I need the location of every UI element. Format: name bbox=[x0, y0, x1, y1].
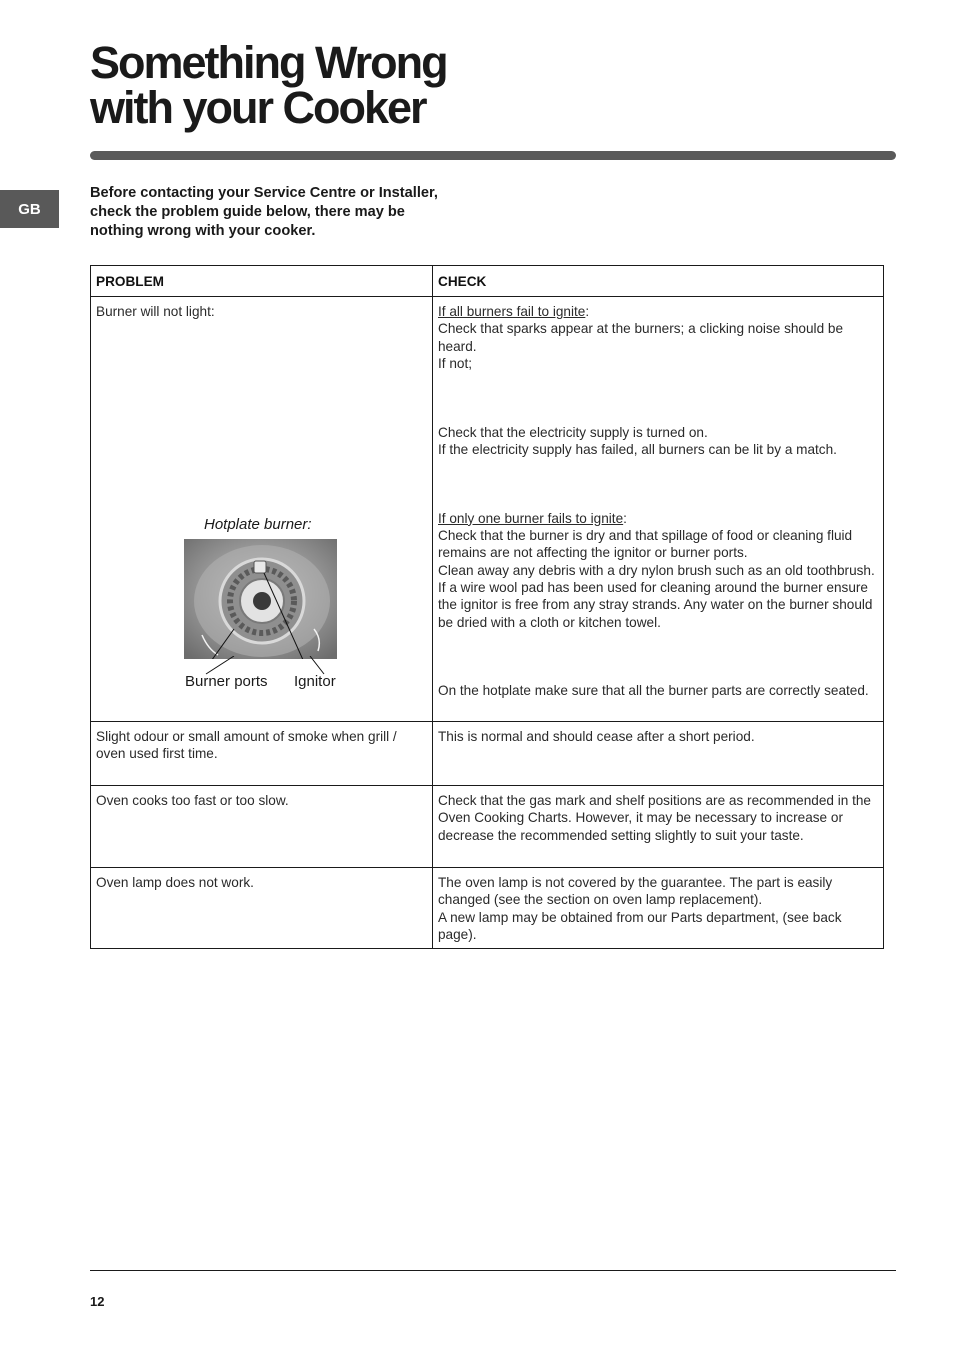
table-row bbox=[91, 868, 884, 949]
check-text: If not; bbox=[438, 355, 473, 371]
table-row bbox=[91, 786, 884, 868]
problem-cell: Slight odour or small amount of smoke when grill / oven used first time. bbox=[91, 722, 433, 786]
label-burner-ports: Burner ports bbox=[185, 673, 268, 690]
hotplate-figure bbox=[96, 303, 427, 693]
footer-divider bbox=[90, 1270, 896, 1271]
table-header-row bbox=[91, 266, 884, 297]
page-title bbox=[90, 37, 447, 133]
check-text: Clean away any debris with a dry nylon brush such as an old toothbrush. If a wire wool pad has been used for cleaning around the burner ensure the ignitor is free from any stray strands. Any water on the burner should be dried with a cloth or kitchen towel. bbox=[438, 562, 875, 630]
check-text: Check that the electricity supply is turned on. bbox=[438, 425, 708, 441]
check-cell bbox=[433, 297, 884, 722]
problem-cell bbox=[91, 297, 433, 722]
header-problem: PROBLEM bbox=[91, 266, 433, 297]
problem-cell: Oven cooks too fast or too slow. bbox=[91, 786, 433, 868]
check-text: If the electricity supply has failed, all burners can be lit by a match. bbox=[438, 442, 837, 458]
intro-text: Before contacting your Service Centre or Installer, check the problem guide below, there may be nothing wrong with your cooker. bbox=[90, 185, 438, 239]
check-text: On the hotplate make sure that all the burner parts are correctly seated. bbox=[438, 682, 869, 698]
check-text: The oven lamp is not covered by the guarantee. The part is easily changed (see the section on oven lamp replacement). bbox=[438, 875, 833, 908]
colon: : bbox=[623, 510, 627, 526]
check-text: Check that the burner is dry and that spillage of food or cleaning fluid remains are not affecting the ignitor or burner ports. bbox=[438, 528, 853, 561]
title-divider bbox=[90, 151, 896, 160]
subheading-one-burner: If only one burner fails to ignite bbox=[438, 510, 624, 526]
check-text: Check that sparks appear at the burners; a clicking noise should be heard. bbox=[438, 321, 844, 354]
figure-caption: Hotplate burner: bbox=[204, 516, 312, 533]
check-text: A new lamp may be obtained from our Parts department, (see back page). bbox=[438, 909, 842, 942]
table-row bbox=[91, 722, 884, 786]
table-row bbox=[91, 297, 884, 722]
header-check: CHECK bbox=[433, 266, 884, 297]
subheading-all-burners: If all burners fail to ignite bbox=[438, 304, 586, 319]
problem-cell: Oven lamp does not work. bbox=[91, 868, 433, 949]
page-number: 12 bbox=[90, 1294, 105, 1309]
check-cell bbox=[433, 868, 884, 949]
label-ignitor: Ignitor bbox=[294, 673, 336, 690]
check-cell: This is normal and should cease after a short period. bbox=[433, 722, 884, 786]
title-line-1: Something Wrong bbox=[90, 37, 447, 88]
troubleshooting-table bbox=[90, 265, 884, 949]
title-line-2: with your Cooker bbox=[90, 82, 426, 133]
problem-text: Burner will not light: bbox=[96, 304, 215, 319]
check-cell: Check that the gas mark and shelf positions are as recommended in the Oven Cooking Charts. However, it may be necessary to increase or decrease the recommended setting slightly to suit your taste. bbox=[433, 786, 884, 868]
language-tab: GB bbox=[0, 190, 59, 228]
burner-photo bbox=[184, 539, 337, 659]
colon: : bbox=[585, 304, 590, 319]
